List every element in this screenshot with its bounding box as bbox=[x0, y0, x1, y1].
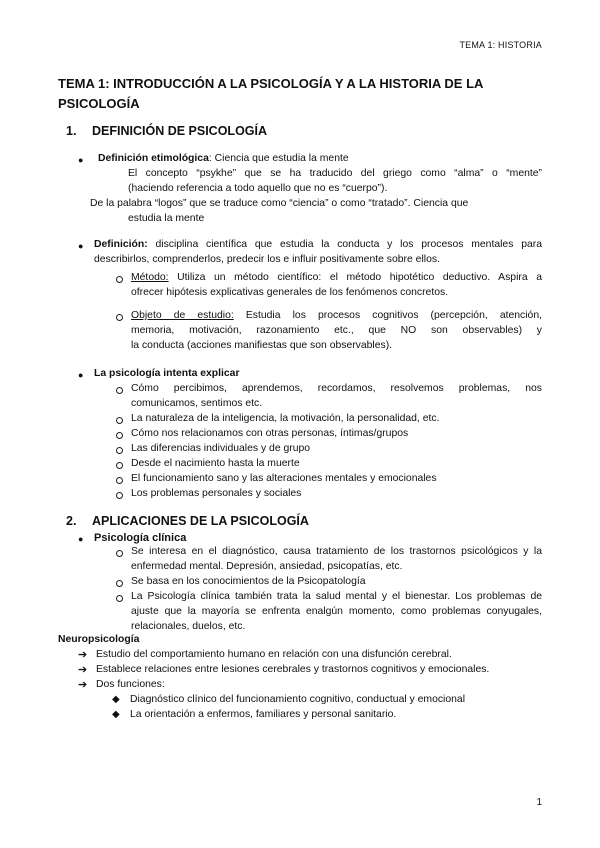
circle-bullet-icon bbox=[116, 432, 123, 439]
bullet-dot-icon: ● bbox=[78, 241, 84, 251]
definition-line-2: describirlos, comprenderlos, predecir los e influir positivamente sobre ellos. bbox=[94, 254, 440, 265]
definition-label: Definición: bbox=[94, 239, 148, 250]
bullet-dot-icon: ● bbox=[78, 370, 84, 380]
section-1-heading bbox=[66, 124, 267, 138]
circle-bullet-icon bbox=[116, 492, 123, 499]
arrow-right-icon: ➔ bbox=[78, 679, 88, 691]
circle-bullet-icon bbox=[116, 314, 123, 321]
etymology-line-3: (haciendo referencia a todo aquello que no es “cuerpo”). bbox=[128, 183, 388, 194]
circle-bullet-icon bbox=[116, 580, 123, 587]
method-line-2: ofrecer hipótesis explicativas generales de los fenómenos concretos. bbox=[131, 287, 449, 298]
list-item: comunicamos, sentimos etc. bbox=[131, 398, 263, 409]
circle-bullet-icon bbox=[116, 276, 123, 283]
list-item: Desde el nacimiento hasta la muerte bbox=[131, 458, 300, 469]
circle-bullet-icon bbox=[116, 417, 123, 424]
bullet-dot-icon: ● bbox=[78, 155, 84, 165]
circle-bullet-icon bbox=[116, 595, 123, 602]
list-item: Estudio del comportamiento humano en relación con una disfunción cerebral. bbox=[96, 649, 452, 660]
list-item: ajuste que la mayoría se enfrenta enalgún momento, como problemas conyugales, bbox=[131, 606, 542, 617]
list-item: Se basa en los conocimientos de la Psicopatología bbox=[131, 576, 366, 587]
running-header: TEMA 1: HISTORIA bbox=[459, 40, 542, 50]
explain-label: La psicología intenta explicar bbox=[94, 368, 240, 379]
circle-bullet-icon bbox=[116, 462, 123, 469]
section-1-number: 1. bbox=[66, 124, 77, 138]
list-item: La naturaleza de la inteligencia, la motivación, la personalidad, etc. bbox=[131, 413, 440, 424]
section-2-heading bbox=[66, 514, 309, 528]
circle-bullet-icon bbox=[116, 447, 123, 454]
list-item: Establece relaciones entre lesiones cerebrales y trastornos cognitivos y emocionales. bbox=[96, 664, 490, 675]
list-item: relacionales, duelos, etc. bbox=[131, 621, 246, 632]
method-line-1 bbox=[131, 270, 542, 286]
document-title: TEMA 1: INTRODUCCIÓN A LA PSICOLOGÍA Y A LA HISTORIA DE LA PSICOLOGÍA bbox=[58, 76, 483, 111]
method-text: Utiliza un método científico: el método hipotético deductivo. Aspira a bbox=[168, 272, 542, 283]
object-line-1 bbox=[131, 308, 542, 324]
arrow-right-icon: ➔ bbox=[78, 664, 88, 676]
page-number: 1 bbox=[536, 797, 542, 808]
section-1-title: DEFINICIÓN DE PSICOLOGÍA bbox=[92, 124, 268, 138]
list-item: enfermedad mental. Depresión, ansiedad, psicopatías, etc. bbox=[131, 561, 403, 572]
etymology-label: Definición etimológica bbox=[98, 153, 209, 164]
definition-line-1 bbox=[94, 237, 542, 253]
list-item: Las diferencias individuales y de grupo bbox=[131, 443, 311, 454]
clinical-label: Psicología clínica bbox=[94, 532, 187, 544]
list-item: Cómo nos relacionamos con otras personas, íntimas/grupos bbox=[131, 428, 409, 439]
section-2-title: APLICACIONES DE LA PSICOLOGÍA bbox=[92, 514, 309, 528]
list-item: Se interesa en el diagnóstico, causa tratamiento de los trastornos psicológicos y la bbox=[131, 546, 542, 557]
neuro-label: Neuropsicología bbox=[58, 634, 140, 645]
object-label: Objeto de estudio: bbox=[131, 310, 234, 321]
list-item: El funcionamiento sano y las alteraciones mentales y emocionales bbox=[131, 473, 437, 484]
diamond-bullet-icon: ◆ bbox=[112, 694, 120, 705]
list-item: Dos funciones: bbox=[96, 679, 165, 690]
object-line-3: la conducta (acciones manifiestas que son observables). bbox=[131, 340, 393, 351]
definition-text: disciplina científica que estudia la conducta y los procesos mentales para bbox=[147, 239, 542, 250]
circle-bullet-icon bbox=[116, 550, 123, 557]
etymology-line-4: De la palabra “logos” que se traduce como “ciencia” o como “tratado”. Ciencia que bbox=[90, 198, 469, 209]
diamond-bullet-icon: ◆ bbox=[112, 709, 120, 720]
etymology-line-2: El concepto “psykhe” que se ha traducido del griego como “alma” o “mente” bbox=[128, 168, 542, 179]
circle-bullet-icon bbox=[116, 387, 123, 394]
bullet-dot-icon: ● bbox=[78, 534, 84, 544]
etymology-text: : Ciencia que estudia la mente bbox=[208, 153, 349, 164]
list-item: La orientación a enfermos, familiares y personal sanitario. bbox=[130, 709, 397, 720]
list-item: La Psicología clínica también trata la salud mental y el bienestar. Los problemas de bbox=[131, 591, 542, 602]
list-item: Cómo percibimos, aprendemos, recordamos, resolvemos problemas, nos bbox=[131, 383, 542, 394]
arrow-right-icon: ➔ bbox=[78, 649, 88, 661]
method-label: Método: bbox=[131, 272, 169, 283]
list-item: Los problemas personales y sociales bbox=[131, 488, 302, 499]
etymology-line bbox=[98, 151, 349, 167]
section-2-number: 2. bbox=[66, 514, 77, 528]
circle-bullet-icon bbox=[116, 477, 123, 484]
etymology-line-5: estudia la mente bbox=[128, 213, 205, 224]
object-text: Estudia los procesos cognitivos (percepción, atención, bbox=[233, 310, 542, 321]
list-item: Diagnóstico clínico del funcionamiento cognitivo, conductual y emocional bbox=[130, 694, 466, 705]
object-line-2: memoria, motivación, razonamiento etc., que NO son observables) y bbox=[131, 325, 542, 336]
